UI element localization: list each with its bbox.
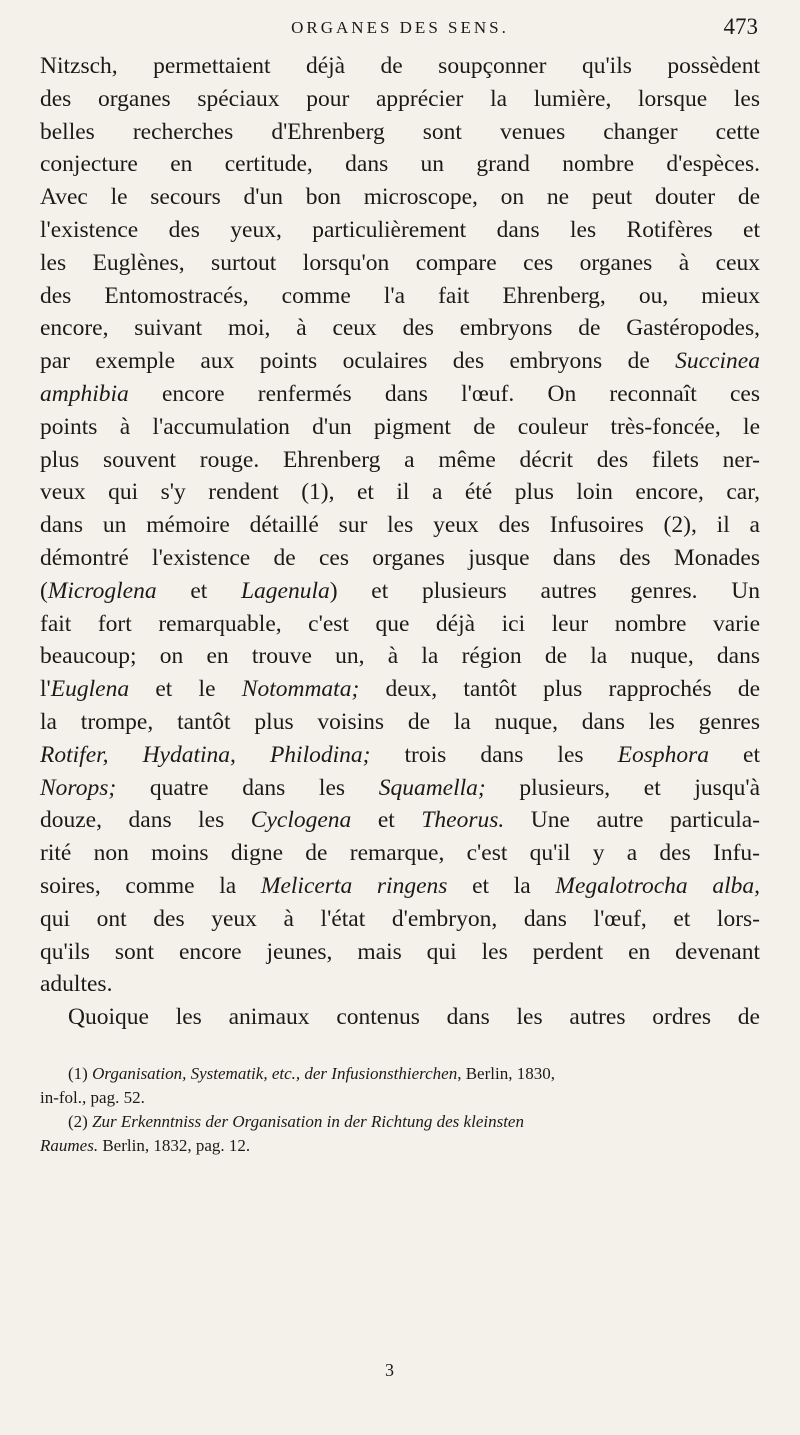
signature-mark: 3 [385,1360,394,1380]
text-line: conjecture en certitude, dans un grand nombre d'espèces. [40,151,760,178]
genus-name: Microglena [47,577,157,604]
genus-name: Lagenula [240,577,330,604]
species-name: Megalotrocha alba, [555,872,760,899]
text-run: deux, tantôt plus rapprochés de [359,676,761,703]
species-name: Melicerta ringens [260,872,448,899]
text-run: par exemple aux points oculaires des embryons de [40,348,676,375]
footnote-title: Organisation, Systematik, etc., der Infusionsthierchen [92,1063,458,1083]
text-run: douze, dans les [40,807,251,834]
footnote-title: Raumes. [40,1135,99,1155]
main-paragraph [40,50,760,1034]
text-line [40,575,760,608]
text-line: l'existence des yeux, particulièrement dans les Rotifères et [40,216,760,243]
text-run: , Berlin, 1830, [457,1063,555,1083]
running-head [40,10,760,46]
text-line: beaucoup; on en trouve un, à la région de la nuque, dans [40,643,760,670]
footnotes [40,1062,760,1158]
text-run: soires, comme la [40,872,261,899]
page-number: 473 [723,14,758,39]
text-line: fait fort remarquable, c'est que déjà ici leur nombre varie [40,610,760,637]
footnote-mark: (2) [68,1111,93,1131]
text-line: Nitzsch, permettaient déjà de soupçonner qu'ils possèdent [40,53,760,79]
footnote-2 [40,1110,760,1134]
text-line: les Euglènes, surtout lorsqu'on compare ces organes à ceux [40,249,760,276]
text-run: et [351,807,422,834]
text-line: belles recherches d'Ehrenberg sont venues changer cette [40,118,760,145]
text-run: et le [129,676,242,703]
text-line [40,673,760,706]
text-run: l' [40,676,51,703]
text-line [40,804,760,837]
text-line: adultes. [40,971,113,998]
text-line: qui ont des yeux à l'état d'embryon, dans l'œuf, et lors- [40,905,760,932]
text-run: Berlin, 1832, pag. 12. [98,1135,251,1155]
text-line [40,739,760,772]
text-line: la trompe, tantôt plus voisins de la nuque, dans les genres [40,708,760,735]
genus-name: Squamella; [378,774,486,801]
text-line [40,378,760,411]
text-line: Avec le secours d'un bon microscope, on ne peut douter de [40,184,760,211]
text-run: et [709,741,760,768]
footnote-1 [40,1062,760,1086]
text-line: points à l'accumulation d'un pigment de couleur très-foncée, le [40,413,760,440]
footnote-2-cont [40,1134,760,1158]
species-name: Succinea [675,348,760,375]
text-line [40,772,760,805]
text-line: démontré l'existence de ces organes jusque dans des Monades [40,544,760,571]
text-line [40,345,760,378]
footnote-mark: (1) [68,1063,93,1083]
genus-name: Eosphora [617,741,709,768]
text-line: des Entomostracés, comme l'a fait Ehrenberg, ou, mieux [40,282,760,309]
genus-name: Notommata; [241,676,360,703]
text-run: ) et plusieurs autres genres. Un [329,577,760,604]
text-run: ( [40,577,48,604]
book-page [40,10,760,1158]
text-line [40,870,760,903]
footnote-title: Zur Erkenntniss der Organisation in der Richtung des kleinsten [92,1111,524,1131]
text-line: Quoique les animaux contenus dans les autres ordres de [68,1004,760,1031]
text-line: veux qui s'y rendent (1), et il a été plus loin encore, car, [40,479,760,506]
text-run: et [156,577,241,604]
genus-name: Rotifer, Hydatina, Philodina; [40,741,371,768]
text-line: rité non moins digne de remarque, c'est qu'il y a des Infu- [40,840,760,867]
text-run: plusieurs, et jusqu'à [485,774,760,801]
text-run: trois dans les [370,741,618,768]
text-line: plus souvent rouge. Ehrenberg a même décrit des filets ner- [40,446,760,473]
text-run: encore renfermés dans l'œuf. On reconnaît ces [128,380,760,407]
genus-name: Cyclogena [250,807,352,834]
text-line: des organes spéciaux pour apprécier la lumière, lorsque les [40,85,760,112]
species-name: amphibia [40,380,129,407]
running-title: ORGANES DES SENS. [291,18,509,37]
genus-name: Norops; [40,774,117,801]
text-line: dans un mémoire détaillé sur les yeux des Infusoires (2), il a [40,512,760,539]
genus-name: Theorus. [421,807,505,834]
genus-name: Euglena [50,676,130,703]
text-run: et la [447,872,556,899]
footnote-1-cont: in-fol., pag. 52. [40,1087,145,1107]
text-run: Une autre particula- [504,807,760,834]
text-line: encore, suivant moi, à ceux des embryons de Gastéropodes, [40,315,760,342]
text-run: quatre dans les [116,774,379,801]
text-line: qu'ils sont encore jeunes, mais qui les perdent en devenant [40,938,760,965]
